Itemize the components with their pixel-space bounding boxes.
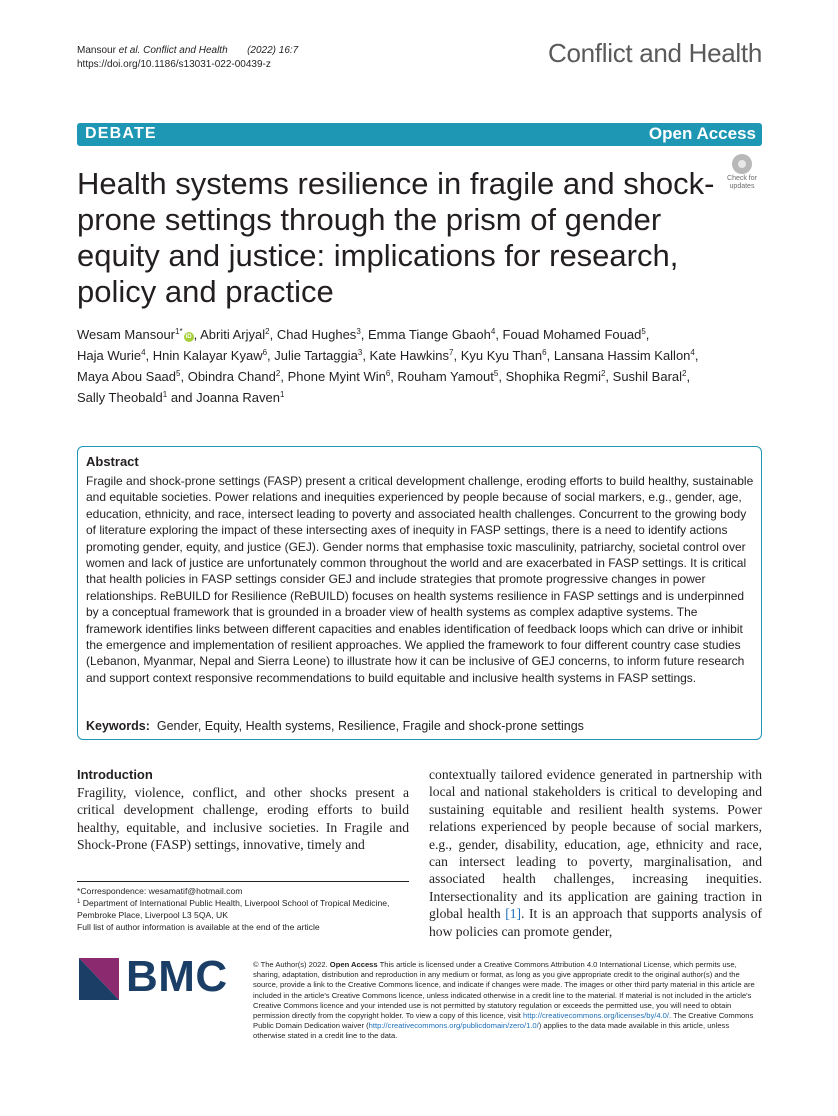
license-link[interactable]: http://creativecommons.org/licenses/by/4.0/ [522, 1011, 670, 1021]
correspondence: *Correspondence: wesamatif@hotmail.com [77, 886, 243, 896]
article-type-band [77, 123, 762, 146]
bmc-logo-icon [79, 958, 119, 1000]
open-access-bold: Open Access [329, 960, 378, 969]
intro-heading: Introduction [77, 767, 153, 782]
author-name[interactable]: Kyu Kyu Than$^6$ [460, 348, 547, 363]
check-updates-label: Check for updates [727, 175, 757, 190]
check-updates-icon [732, 154, 752, 174]
author-name[interactable]: Joanna Raven$^1$ [196, 390, 285, 405]
citation-year: (2022) 16:7 [247, 45, 299, 56]
author-info-note: Full list of author information is available at the end of the article [77, 922, 320, 932]
author-name[interactable]: Emma Tiange Gbaoh$^4$ [368, 327, 496, 342]
article-type-label: DEBATE [85, 125, 157, 142]
bmc-logo [79, 952, 239, 1002]
author-name[interactable]: Julie Tartaggia$^3$ [274, 348, 363, 363]
author-name[interactable]: Lansana Hassim Kallon$^4$ [553, 348, 695, 363]
author-name[interactable]: Sushil Baral$^2$ [612, 369, 687, 384]
footnote-divider [77, 881, 409, 882]
journal-name: Conflict and Health [548, 38, 762, 68]
author-name[interactable]: Hnin Kalayar Kyaw$^6$ [152, 348, 268, 363]
author-name[interactable]: Chad Hughes$^3$ [276, 327, 361, 342]
author-name[interactable]: Sally Theobald$^1$ [77, 390, 168, 405]
citation-author: Mansour [77, 45, 119, 56]
author-name[interactable]: Kate Hawkins$^7$ [369, 348, 454, 363]
intro-column-left [77, 766, 409, 854]
author-name[interactable]: Obindra Chand$^2$ [187, 369, 281, 384]
abstract-box [77, 446, 762, 740]
author-name[interactable]: Phone Myint Win$^6$ [287, 369, 391, 384]
citation-link[interactable]: [1] [505, 906, 522, 922]
author-name[interactable]: Fouad Mohamed Fouad$^5$ [502, 327, 646, 342]
affiliation: $^1$ Department of International Public Health, Liverpool School of Tropical Medicine, Pembroke Place, Liverpool L3 5QA, UK [77, 898, 390, 920]
footnote [77, 885, 417, 933]
author-name[interactable]: Abriti Arjyal$^2$ [200, 327, 270, 342]
keywords [86, 719, 584, 733]
orcid-icon[interactable]: iD [185, 334, 192, 340]
intro-text: contextually tailored evidence generated in partnership with local and national stakeholders is critical to developing and sustaining equitable and resilient health systems. Power relations experienced by people because of social markers, e.g., gender, disability, education, age, ethnicity and race, can intersect leading to poverty, marginalisation, and associated health challenges, increasing inequities. Intersectionality and its application are gaining traction in global health [429, 767, 762, 922]
open-access-label: Open Access [648, 124, 756, 143]
abstract-text: Fragile and shock-prone settings (FASP) present a critical development challenge, eroding efforts to build healthy, sustainable and equitable societies. Power relations and inequities experienced by people because of social markers, e.g., gender, age, education, ethnicity, and race, intersect leading to poverty and associated health challenges. Concurrent to the growing body of literature exploring the impact of these intersecting axes of inequity in FASP settings, there is a need to identify actions promoting gender, equity, and justice (GEJ). Gender norms that emphasise toxic masculinity, patriarchy, societal control over women and lack of justice are unfortunately common throughout the world and are exacerbated in FASP settings. It is critical that health policies in FASP settings consider GEJ and include strategies that promote progressive changes in power relationships. ReBUILD for Resilience (ReBUILD) focuses on health systems resilience in FASP settings and is underpinned by a conceptual framework that is grounded in a broader view of health systems as complex adaptive systems. The framework identifies links between different capacities and enables identification of feedback loops which can drive or inhibit the emergence and implementation of resilient approaches. We applied the framework to four different country case studies (Lebanon, Myanmar, Nepal and Sierra Leone) to illustrate how it can be inclusive of GEJ concerns, to inform future research and support context responsive recommendations to build equitable and inclusive health systems in FASP settings. [86, 474, 754, 685]
article-title: Health systems resilience in fragile and shock-prone settings through the prism of gender equity and justice: implications for research, policy and practice [77, 166, 715, 309]
intro-column-right [429, 766, 762, 940]
check-for-updates-button[interactable] [722, 154, 762, 194]
author-name[interactable]: Haja Wurie$^4$ [77, 348, 146, 363]
citation-journal: et al. Conflict and Health [118, 45, 228, 56]
author-name[interactable]: Shophika Regmi$^2$ [505, 369, 606, 384]
author-name[interactable]: Maya Abou Saad$^5$ [77, 369, 181, 384]
bmc-logo-text: BMC [126, 952, 228, 1001]
citation-header [77, 44, 298, 72]
keywords-label: Keywords: [86, 719, 150, 733]
intro-paragraph-left: Fragility, violence, conflict, and other shocks present a critical development challenge, eroding efforts to build healthy, equitable, and inclusive societies. In Fragile and Shock-Prone (FASP) settings, innovative, timely and [77, 785, 409, 853]
intro-text-continued: . It is an approach that supports analysis of how policies can promote gender, [429, 906, 762, 939]
license-text: © The Author(s) 2022. Open Access This article is licensed under a Creative Commons Attribution 4.0 International License, which permits use, sharing, adaptation, distribution and reproduction in any medium or format, as long as you give appropriate credit to the original author(s) and the source, provide a link to the Creative Commons licence, and indicate if changes were made. The images or other third party material in this article are included in the article's Creative Commons licence, unless indicated otherwise in a credit line to the material. If material is not included in the article's Creative Commons licence and your intended use is not permitted by statutory regulation or exceeds the permitted use, you will need to obtain permission directly from the copyright holder. To view a copy of this licence, visit http://creativecommons.org/licenses/by/4.0/. The Creative Commons Public Domain Dedication waiver (http://creativecommons.org/publicdomain/zero/1.0/) applies to the data made available in this article, unless otherwise stated in a credit line to the data. [253, 960, 755, 1041]
doi-link[interactable]: https://doi.org/10.1186/s13031-022-00439-z [77, 59, 271, 70]
citation-line [77, 44, 298, 58]
author-name[interactable]: Rouham Yamout$^5$ [397, 369, 499, 384]
public-domain-link[interactable]: http://creativecommons.org/publicdomain/zero/1.0/ [368, 1021, 539, 1031]
abstract-heading: Abstract [86, 454, 139, 469]
author-name[interactable]: Wesam Mansour$^{1*}$iD [77, 327, 192, 342]
keywords-list: Gender, Equity, Health systems, Resilience, Fragile and shock-prone settings [156, 719, 584, 733]
author-list: Wesam Mansour$^{1*}$iD , Abriti Arjyal$^2$, Chad Hughes$^3$, Emma Tiange Gbaoh$^4$, Fouad Mohamed Fouad$^5$, Haja Wurie$^4$, Hnin Kalayar Kyaw$^6$, Julie Tartaggia$^3$, Kate Hawkins$^7$, Kyu Kyu Than$^6$, Lansana Hassim Kallon$^4$, Maya Abou Saad$^5$, Obindra Chand$^2$, Phone Myint Win$^6$, Rouham Yamout$^5$, Shophika Regmi$^2$, Sushil Baral$^2$, Sally Theobald$^1$ and Joanna Raven$^1$ [77, 327, 699, 405]
